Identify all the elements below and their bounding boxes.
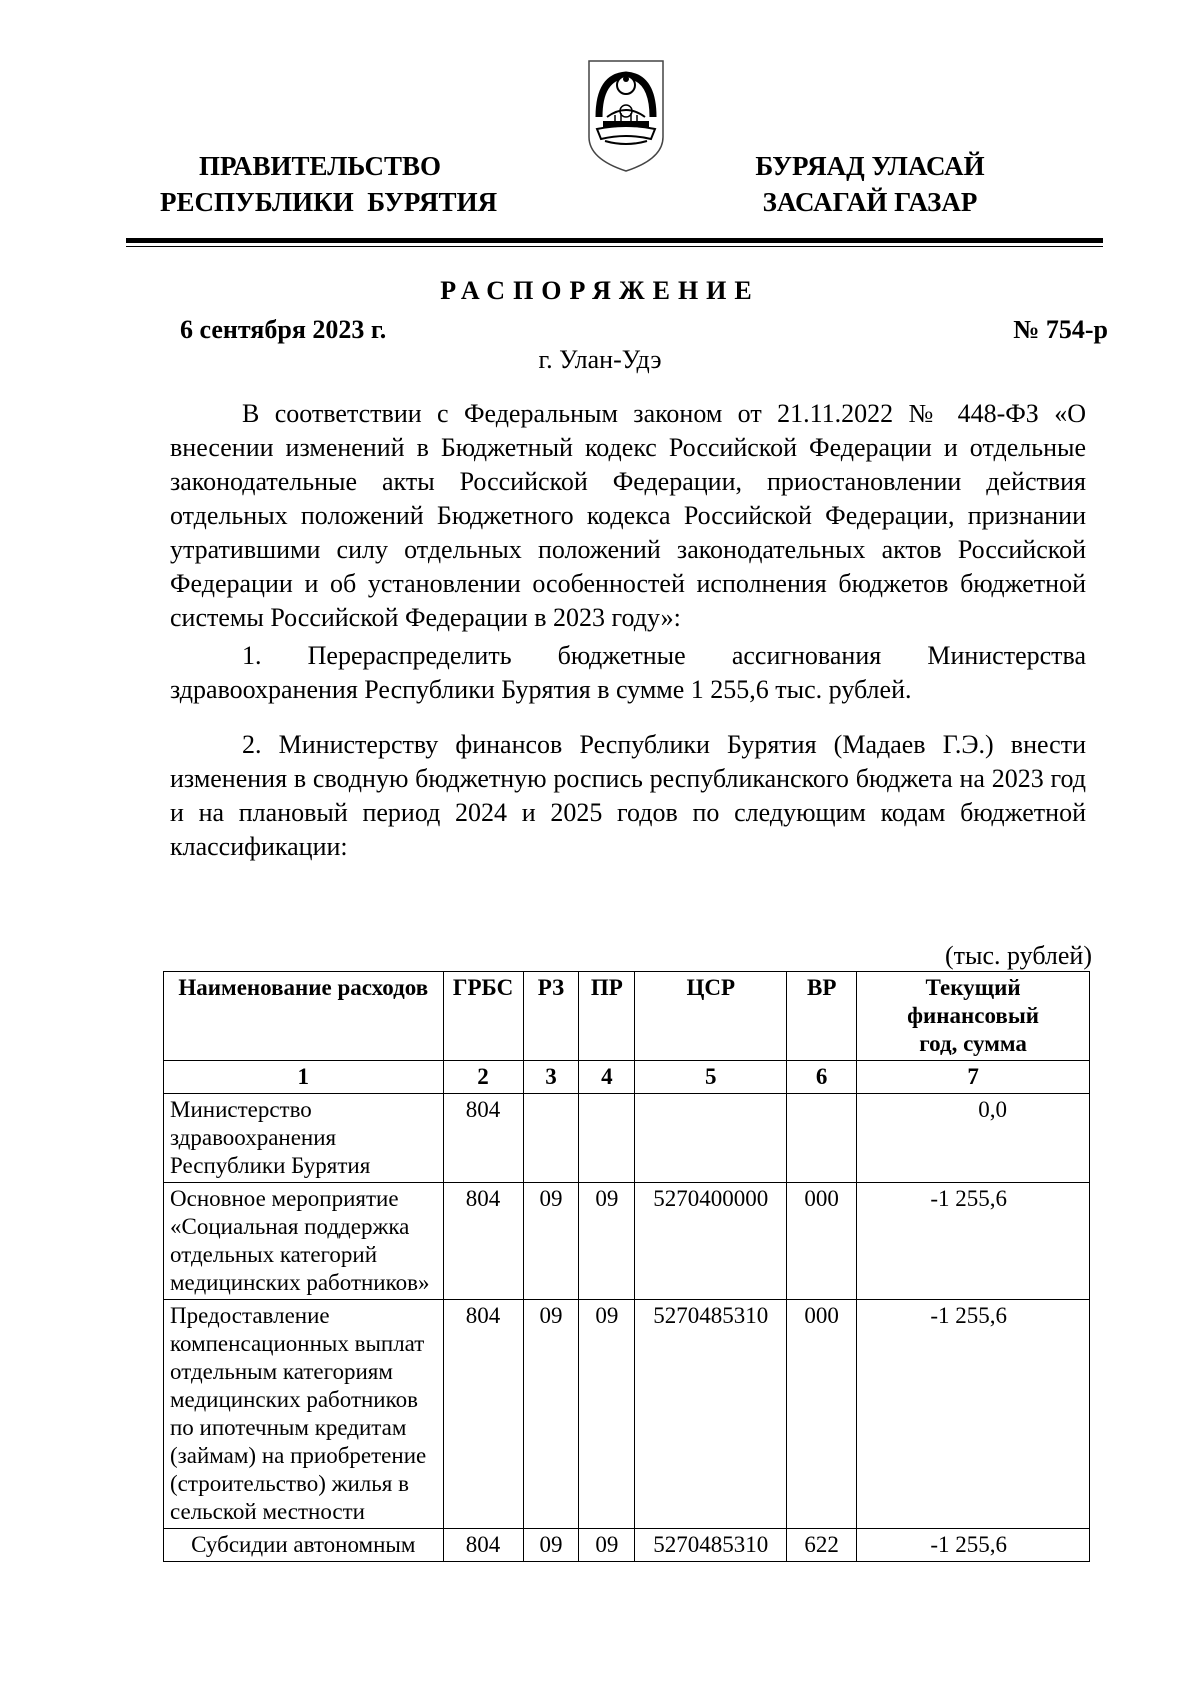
row-csr: 5270485310: [635, 1300, 787, 1529]
table-units: (тыс. рублей): [944, 941, 1092, 970]
row-name: Предоставление компенсационных выплат отдельным категориям медицинских работников по ипотечным кредитам (займам) на приобретение (строительство) жилья в сельской местности: [164, 1300, 444, 1529]
row-rz: [523, 1094, 579, 1183]
org-name-buryat: [720, 148, 1020, 220]
row-csr: [635, 1094, 787, 1183]
row-csr: 5270400000: [635, 1183, 787, 1300]
document-number: № 754-р: [1013, 315, 1108, 344]
header-name: Наименование расходов: [164, 972, 444, 1061]
table-row: [164, 1300, 1090, 1529]
colnum-7: 7: [857, 1061, 1090, 1094]
table-header-row: [164, 972, 1090, 1061]
row-sum: -1 255,6: [857, 1183, 1090, 1300]
row-sum: 0,0: [857, 1094, 1090, 1183]
colnum-2: 2: [443, 1061, 523, 1094]
row-vr: 000: [787, 1300, 857, 1529]
item-1-paragraph: 1. Перераспределить бюджетные ассигнования Министерства здравоохранения Республики Бурятия в сумме 1 255,6 тыс. рублей.: [170, 641, 1086, 704]
header-divider-thick: [126, 238, 1103, 243]
org-name-russian-line1: ПРАВИТЕЛЬСТВО: [198, 151, 442, 181]
row-vr: 622: [787, 1529, 857, 1562]
org-name-russian-line2: РЕСПУБЛИКИ БУРЯТИЯ: [160, 187, 498, 217]
header-grbs: ГРБС: [443, 972, 523, 1061]
row-rz: 09: [523, 1183, 579, 1300]
row-vr: 000: [787, 1183, 857, 1300]
table-row: [164, 1529, 1090, 1562]
table-row: [164, 1094, 1090, 1183]
colnum-4: 4: [579, 1061, 635, 1094]
preamble-paragraph: В соответствии с Федеральным законом от 21.11.2022 № 448-ФЗ «О внесении изменений в Бюджетный кодекс Российской Федерации и отдельные законодательные акты Российской Федерации, приостановлении действия отдельных положений Бюджетного кодекса Российской Федерации, признании утратившими силу отдельных положений законодательных актов Российской Федерации и об установлении особенностей исполнения бюджетов бюджетной системы Российской Федерации в 2023 году»:: [170, 399, 1086, 632]
row-vr: [787, 1094, 857, 1183]
budget-table: [163, 971, 1090, 1562]
column-numbers-row: [164, 1061, 1090, 1094]
document-date: 6 сентября 2023 г.: [180, 315, 387, 344]
header-vr: ВР: [787, 972, 857, 1061]
item-2-paragraph: 2. Министерству финансов Республики Бурятия (Мадаев Г.Э.) внести изменения в сводную бюджетную роспись республиканского бюджета на 2023 год и на плановый период 2024 и 2025 годов по следующим кодам бюджетной классификации:: [170, 730, 1086, 861]
org-name-buryat-line2: ЗАСАГАЙ ГАЗАР: [762, 187, 978, 217]
colnum-5: 5: [635, 1061, 787, 1094]
header-sum: Текущий финансовый год, сумма: [857, 972, 1090, 1061]
row-grbs: 804: [443, 1529, 523, 1562]
row-pr: [579, 1094, 635, 1183]
row-csr: 5270485310: [635, 1529, 787, 1562]
row-grbs: 804: [443, 1094, 523, 1183]
org-name-buryat-line1: БУРЯАД УЛАСАЙ: [755, 151, 985, 181]
row-name: Министерство здравоохранения Республики Бурятия: [164, 1094, 444, 1183]
colnum-1: 1: [164, 1061, 444, 1094]
row-rz: 09: [523, 1529, 579, 1562]
colnum-6: 6: [787, 1061, 857, 1094]
document-title: РАСПОРЯЖЕНИЕ: [440, 276, 760, 305]
header-pr: ПР: [579, 972, 635, 1061]
document-city: г. Улан-Удэ: [538, 345, 662, 374]
row-name: Субсидии автономным: [164, 1529, 444, 1562]
header-divider-thin: [126, 246, 1103, 247]
row-grbs: 804: [443, 1300, 523, 1529]
header-csr: ЦСР: [635, 972, 787, 1061]
row-pr: 09: [579, 1529, 635, 1562]
row-pr: 09: [579, 1300, 635, 1529]
table-row: [164, 1183, 1090, 1300]
row-pr: 09: [579, 1183, 635, 1300]
header-rz: РЗ: [523, 972, 579, 1061]
row-rz: 09: [523, 1300, 579, 1529]
row-name: Основное мероприятие «Социальная поддержка отдельных категорий медицинских работников»: [164, 1183, 444, 1300]
org-name-russian: [160, 148, 498, 220]
coat-of-arms-icon: [585, 55, 667, 175]
row-sum: -1 255,6: [857, 1300, 1090, 1529]
colnum-3: 3: [523, 1061, 579, 1094]
row-sum: -1 255,6: [857, 1529, 1090, 1562]
row-grbs: 804: [443, 1183, 523, 1300]
